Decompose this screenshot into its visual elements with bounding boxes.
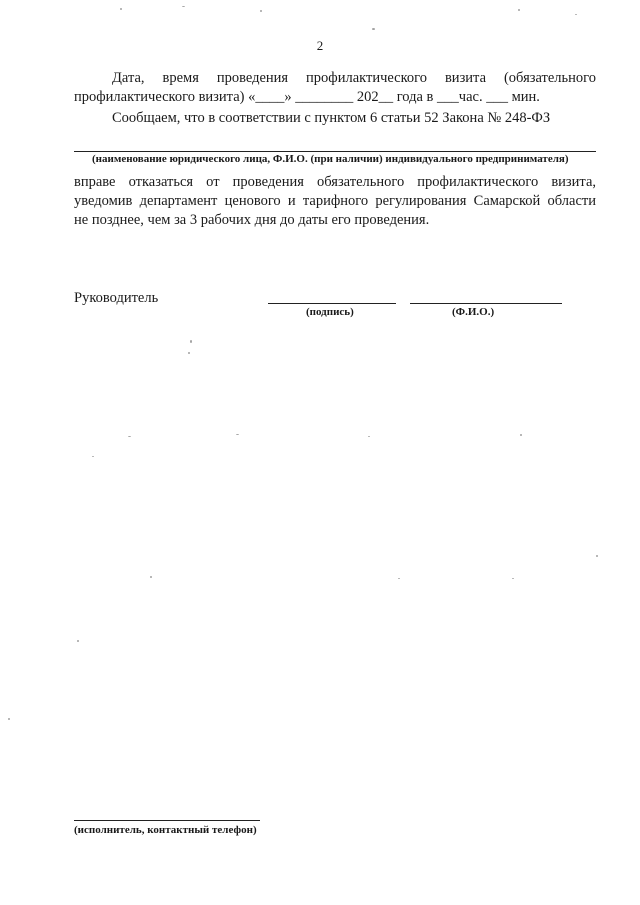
scan-speck (596, 555, 598, 557)
refusal-line-3: не позднее, чем за 3 рабочих дня до даты его проведения. (74, 212, 430, 228)
entity-underline (74, 151, 596, 152)
scan-speck (150, 576, 152, 578)
scan-speck (372, 28, 375, 30)
visit-date-paragraph (74, 69, 596, 107)
visit-date-line-2: профилактического визита) «____» ________ 202__ года в ___час. ___ мин. (74, 89, 540, 105)
scan-speck (188, 352, 190, 354)
notice-paragraph: Сообщаем, что в соответствии с пунктом 6 статьи 52 Закона № 248-ФЗ (112, 110, 551, 126)
scan-speck (8, 718, 10, 720)
scan-speck (182, 6, 185, 7)
entity-caption: (наименование юридического лица, Ф.И.О. (при наличии) индивидуального предпринимателя) (92, 153, 569, 165)
scan-speck (77, 640, 79, 642)
fio-underline (410, 303, 562, 304)
signature-underline (268, 303, 396, 304)
executor-caption: (исполнитель, контактный телефон) (74, 824, 257, 836)
scan-speck (368, 436, 370, 437)
fio-caption: (Ф.И.О.) (452, 306, 495, 318)
scan-speck (575, 14, 577, 15)
visit-date-line-1: Дата, время проведения профилактического визита (обязательного (112, 70, 596, 86)
scan-speck (398, 578, 400, 579)
scan-speck (190, 340, 192, 343)
scan-speck (236, 434, 239, 435)
signatory-label: Руководитель (74, 290, 159, 306)
refusal-line-2: уведомив департамент ценового и тарифного регулирования Самарской области (74, 193, 596, 209)
scan-speck (92, 456, 94, 457)
refusal-paragraph (74, 173, 596, 230)
scan-speck (260, 10, 262, 12)
scan-speck (518, 9, 520, 11)
scan-speck (128, 436, 131, 437)
page-number: 2 (316, 38, 324, 53)
signature-caption: (подпись) (306, 306, 354, 318)
scan-speck (120, 8, 122, 10)
executor-underline (74, 820, 260, 821)
scan-speck (512, 578, 514, 579)
refusal-line-1: вправе отказаться от проведения обязательного профилактического визита, (74, 174, 596, 190)
scan-speck (520, 434, 522, 436)
